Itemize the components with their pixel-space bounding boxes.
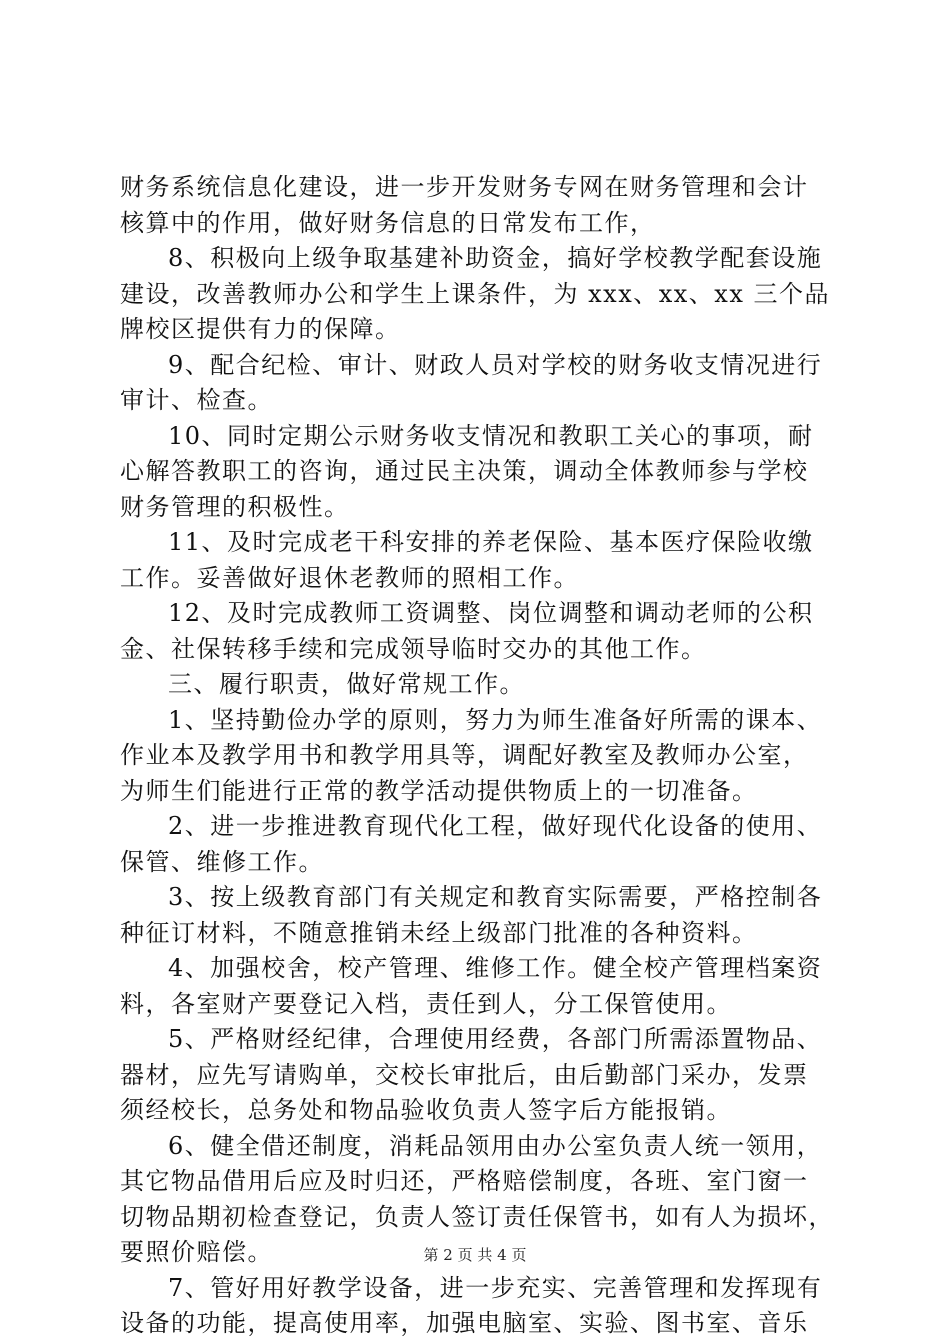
text-line: 9、配合纪检、审计、财政人员对学校的财务收支情况进行 (168, 350, 823, 379)
text-line: 设备的功能，提高使用率，加强电脑室、实验、图书室、音乐 (120, 1309, 809, 1337)
text-line: 6、健全借还制度，消耗品领用由办公室负责人统一领用， (168, 1131, 823, 1160)
text-line: 三、履行职责，做好常规工作。 (168, 670, 525, 698)
text-line: 财务系统信息化建设，进一步开发财务专网在财务管理和会计 (120, 173, 809, 201)
text-line: 建设，改善教师办公和学生上课条件，为 xxx、xx、xx 三个品 (120, 279, 831, 308)
text-line: 4、加强校舍，校产管理、维修工作。健全校产管理档案资 (168, 954, 823, 982)
text-line: 要照价赔偿。 (120, 1238, 273, 1266)
text-line: 12、及时完成教师工资调整、岗位调整和调动老师的公积 (168, 599, 814, 627)
text-line: 7、管好用好教学设备，进一步充实、完善管理和发挥现有 (168, 1273, 823, 1302)
text-line: 器材，应先写请购单，交校长审批后，由后勤部门采办，发票 (120, 1060, 809, 1089)
document-body (120, 170, 832, 1342)
text-line: 5、严格财经纪律，合理使用经费，各部门所需添置物品、 (168, 1025, 823, 1053)
text-line: 工作。妥善做好退休老教师的照相工作。 (120, 563, 579, 592)
text-line: 作业本及教学用书和教学用具等，调配好教室及教师办公室， (120, 741, 809, 769)
text-line: 财务管理的积极性。 (120, 492, 350, 521)
text-line: 保管、维修工作。 (120, 847, 324, 876)
text-line: 心解答教职工的咨询，通过民主决策，调动全体教师参与学校 (120, 457, 809, 485)
text-line: 核算中的作用，做好财务信息的日常发布工作， (120, 208, 656, 237)
text-line: 2、进一步推进教育现代化工程，做好现代化设备的使用、 (168, 812, 823, 840)
text-line: 3、按上级教育部门有关规定和教育实际需要，严格控制各 (168, 883, 823, 911)
text-line: 须经校长，总务处和物品验收负责人签字后方能报销。 (120, 1096, 732, 1124)
text-line: 10、同时定期公示财务收支情况和教职工关心的事项，耐 (168, 421, 814, 450)
text-line: 11、及时完成老干科安排的养老保险、基本医疗保险收缴 (168, 528, 814, 556)
text-line: 审计、检查。 (120, 386, 273, 414)
text-line: 料，各室财产要登记入档，责任到人，分工保管使用。 (120, 989, 732, 1018)
text-line: 其它物品借用后应及时归还，严格赔偿制度，各班、室门窗一 (120, 1167, 809, 1195)
text-line: 为师生们能进行正常的教学活动提供物质上的一切准备。 (120, 776, 758, 805)
page-number-footer: 第 2 页 共 4 页 (423, 1246, 527, 1264)
text-line: 金、社保转移手续和完成领导临时交办的其他工作。 (120, 634, 707, 663)
text-line: 1、坚持勤俭办学的原则，努力为师生准备好所需的课本、 (168, 705, 823, 734)
text-line: 切物品期初检查登记，负责人签订责任保管书，如有人为损坏， (120, 1202, 834, 1231)
text-line: 8、积极向上级争取基建补助资金，搞好学校教学配套设施 (168, 244, 823, 272)
text-line: 种征订材料，不随意推销未经上级部门批准的各种资料。 (120, 918, 758, 947)
text-line: 牌校区提供有力的保障。 (120, 315, 401, 343)
